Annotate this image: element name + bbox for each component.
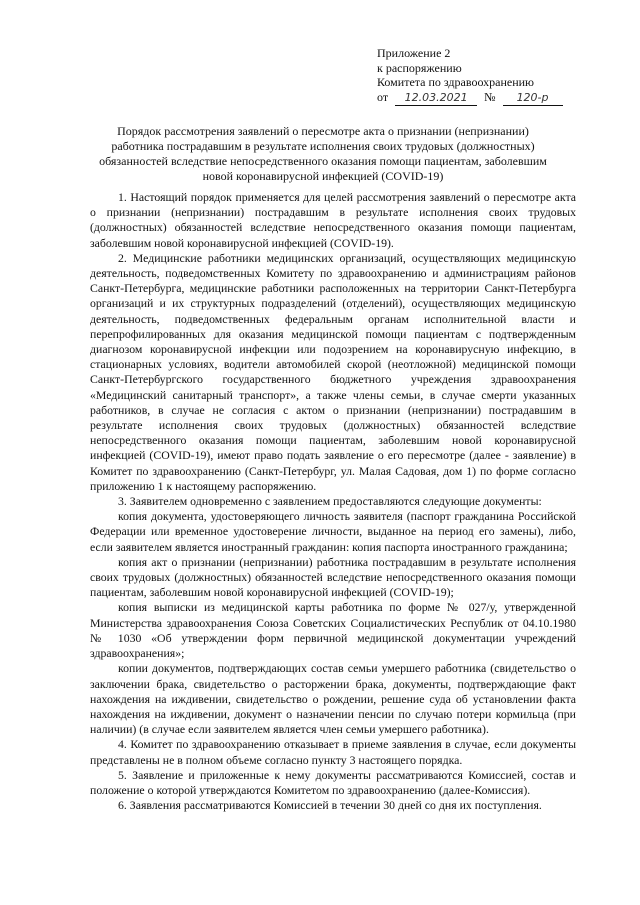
paragraph-4: 4. Комитет по здравоохранению отказывает в приеме заявления в случае, если документы представлены не в полном объеме согласно пункту 3 настоящего порядка. [90,737,576,767]
paragraph-1: 1. Настоящий порядок применяется для целей рассмотрения заявлений о пересмотре акта о признании (непризнании) пострадавшим в результате исполнения своих трудовых (должностных) обязанностей вследствие непосредственного оказания помощи пациентам, заболевшим новой коронавирусной инфекцией (COVID-19). [90,190,576,250]
appendix-order-ref: к распоряжению [377,60,462,75]
paragraph-3-item-medical-extract: копия выписки из медицинской карты работника по форме № 027/у, утвержденной Министерства здравоохранения Союза Советских Социалистических Республик от 04.10.1980 № 1030 «Об утверждении форм первичной медицинской документации учреждений здравоохранения»; [90,600,576,661]
document-body [90,190,576,813]
paragraph-3-item-act: копия акт о признании (непризнании) работника пострадавшим в результате исполнения своих трудовых (должностных) обязанностей вследствие непосредственного оказания помощи пациентам, заболевшим новой коронавирусной инфекцией (COVID-19); [90,554,576,600]
appendix-block [377,46,617,106]
paragraph-5: 5. Заявление и приложенные к нему документы рассматриваются Комиссией, состав и положение о которой утверждаются Комитетом по здравоохранению (далее-Комиссия). [90,767,576,797]
appendix-date-line [377,90,617,107]
paragraph-3-item-family-documents: копии документов, подтверждающих состав семьи умершего работника (свидетельство о заключении брака, свидетельство о расторжении брака, документы, подтверждающие факт нахождения на иждивении, свидетельство о рождении, решение суда об установлении факта нахождения на иждивении, документ о назначении пенсии по случаю потери кормильца (при наличии) (в случае если заявителем является член семьи умершего работника). [90,661,576,737]
appendix-committee: Комитета по здравоохранению [377,75,535,90]
date-value: 12.03.2021 [395,91,477,107]
paragraph-3: 3. Заявителем одновременно с заявлением предоставляются следующие документы: [118,494,542,509]
paragraph-3-item-identity: копия документа, удостоверяющего личность заявителя (паспорт гражданина Российской Федерации или временное удостоверение личности, выданное на период его замены), либо, если заявителем является иностранный гражданин: копия паспорта иностранного гражданина; [90,509,576,554]
paragraph-6: 6. Заявления рассматриваются Комиссией в течении 30 дней со дня их поступления. [118,798,542,813]
paragraph-2: 2. Медицинские работники медицинских организаций, осуществляющих медицинскую деятельность, подведомственных Комитету по здравоохранению и администрациям районов Санкт-Петербурга, медицинские работники расположенных на территории Санкт-Петербурга организаций и их структурных подразделений (отделений), осуществляющих медицинскую деятельность, подведомственных федеральным органам исполнительной власти и перепрофилированных для оказания медицинской помощи пациентам с подтвержденным диагнозом коронавирусной инфекции или подозрением на коронавирусную инфекцию, в стационарных условиях, водители автомобилей скорой (неотложной) медицинской помощи Санкт-Петербургского государственного бюджетного учреждения здравоохранения «Медицинский санитарный транспорт», а также члены семьи, в случае смерти указанных работников, в случае не согласия с актом о признании (непризнании) пострадавшим в результате исполнения своих трудовых (должностных) обязанностей вследствие непосредственного оказания помощи пациентам, заболевшим новой коронавирусной инфекцией (COVID-19), имеют право подать заявление о его пересмотре (далее - заявление) в Комитет по здравоохранению (Санкт-Петербург, ул. Малая Садовая, дом 1) по форме согласно приложению 1 к настоящему распоряжению. [90,250,576,493]
number-value: 120-р [503,91,563,107]
number-prefix: № [484,89,496,104]
date-prefix: от [377,89,389,104]
appendix-title: Приложение 2 [377,46,451,60]
document-title: Порядок рассмотрения заявлений о пересмотре акта о признании (непризнании) работника пострадавшим в результате исполнения своих трудовых (должностных) обязанностей вследствие непосредственного оказания помощи пациентам, заболевшим новой коронавирусной инфекцией (COVID-19) [99,124,547,183]
